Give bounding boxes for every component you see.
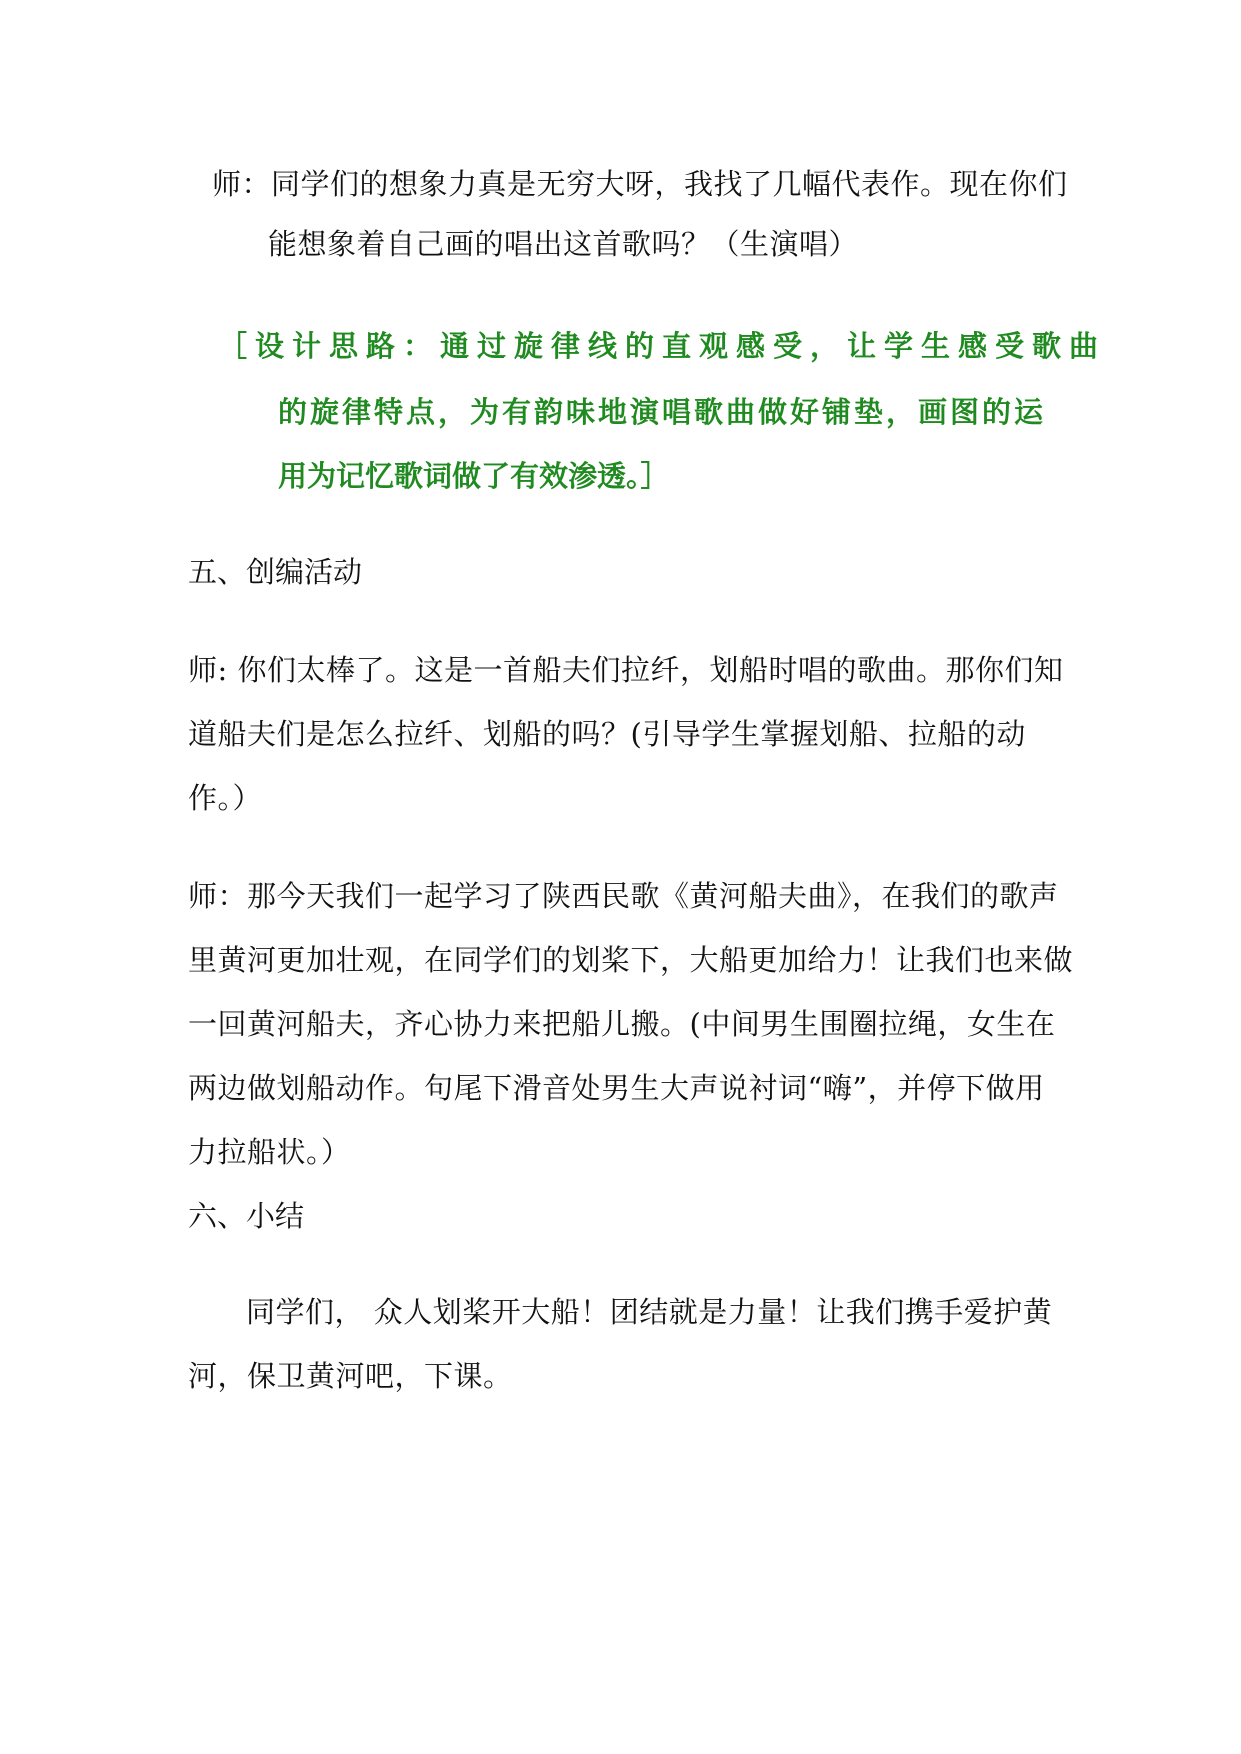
dialogue-1-line-1: 师：同学们的想象力真是无穷大呀，我找了几幅代表作。现在你们 [212, 167, 1068, 201]
section-5-p1-line-1: 师: 你们太棒了。这是一首船夫们拉纤，划船时唱的歌曲。那你们知 [188, 653, 1064, 687]
dialogue-1-line-2: 能想象着自己画的唱出这首歌吗？（生演唱） [268, 227, 859, 261]
section-5-p2-line-5: 力拉船状。） [188, 1135, 351, 1169]
design-note-line-2: 的旋律特点，为有韵味地演唱歌曲做好铺垫，画图的运 [278, 395, 1047, 429]
section-5-p2-line-4: 两边做划船动作。句尾下滑音处男生大声说衬词“嗨”，并停下做用 [188, 1071, 1045, 1105]
section-6-heading: 六、小结 [188, 1199, 305, 1233]
section-6-line-2: 河，保卫黄河吧，下课。 [188, 1359, 513, 1393]
section-5-p2-line-1: 师：那今天我们一起学习了陕西民歌《黄河船夫曲》，在我们的歌声 [188, 879, 1059, 913]
design-note-line-1: ［设计思路：通过旋律线的直观感受，让学生感受歌曲 [218, 329, 1107, 363]
section-5-p2-line-2: 里黄河更加壮观，在同学们的划桨下，大船更加给力！让我们也来做 [188, 943, 1074, 977]
section-5-p1-line-3: 作。） [188, 781, 263, 815]
design-note-line-3: 用为记忆歌词做了有效渗透。］ [278, 459, 670, 493]
section-5-p1-line-2: 道船夫们是怎么拉纤、划船的吗？(引导学生掌握划船、拉船的动 [188, 717, 1026, 751]
section-6-line-1: 同学们， 众人划桨开大船！团结就是力量！让我们携手爱护黄 [246, 1295, 1053, 1329]
section-5-heading: 五、创编活动 [188, 555, 363, 589]
section-5-p2-line-3: 一回黄河船夫，齐心协力来把船儿搬。(中间男生围圈拉绳，女生在 [188, 1007, 1056, 1041]
